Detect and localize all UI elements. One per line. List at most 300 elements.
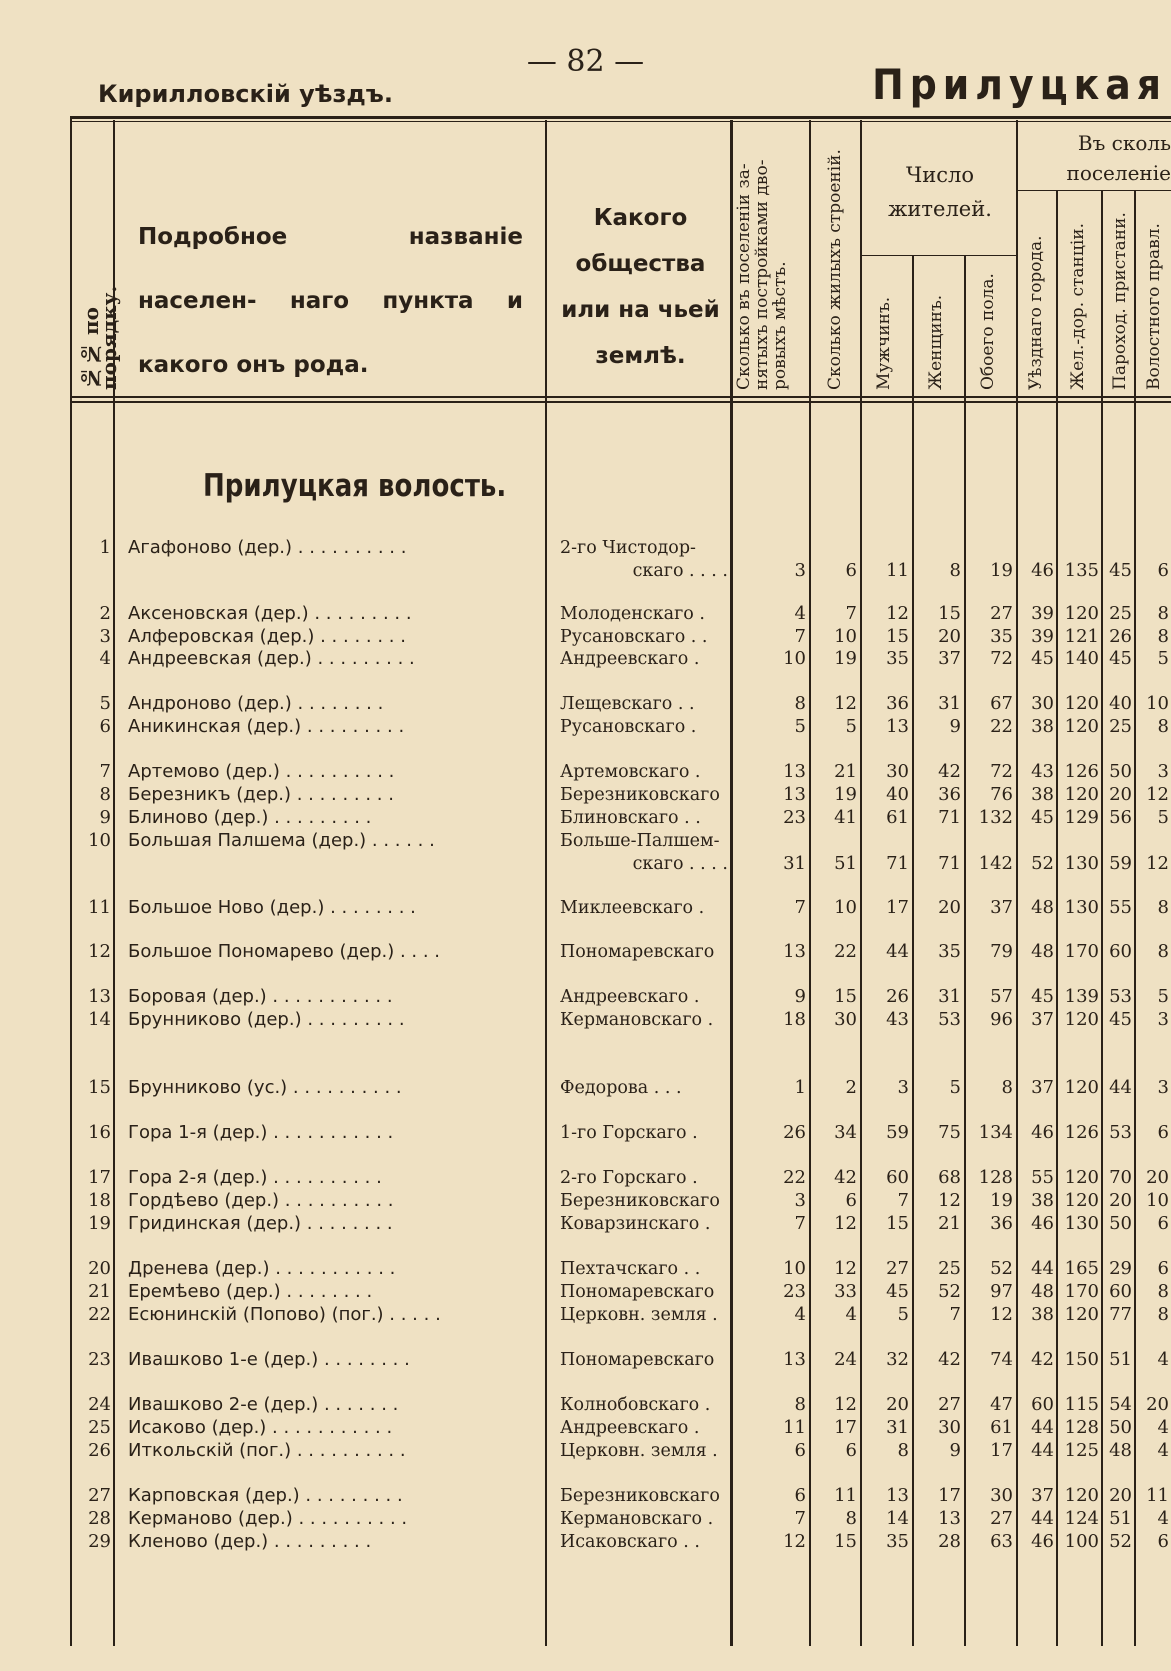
cell-pier: 25 bbox=[1109, 716, 1132, 737]
society-name: Андреевскаго . bbox=[560, 649, 700, 669]
cell-total: 22 bbox=[990, 716, 1013, 737]
cell-town: 44 bbox=[1031, 1508, 1054, 1529]
cell-rail: 100 bbox=[1064, 1531, 1099, 1552]
cell-total: 97 bbox=[990, 1281, 1013, 1302]
table-left-border bbox=[70, 116, 72, 1646]
cell-total: 35 bbox=[990, 626, 1013, 647]
cell-rail: 129 bbox=[1064, 807, 1099, 828]
cell-men: 60 bbox=[886, 1167, 909, 1188]
cell-yards: 23 bbox=[783, 1281, 806, 1302]
cell-total: 134 bbox=[978, 1122, 1013, 1143]
cell-rail: 130 bbox=[1064, 853, 1099, 874]
cell-rail: 128 bbox=[1064, 1417, 1099, 1438]
cell-pier: 54 bbox=[1109, 1394, 1132, 1415]
society-name: Пономаревскаго bbox=[560, 1350, 715, 1370]
cell-women: 28 bbox=[938, 1531, 961, 1552]
cell-vol: 4 bbox=[1157, 1440, 1169, 1461]
cell-total: 30 bbox=[990, 1485, 1013, 1506]
cell-pier: 45 bbox=[1109, 560, 1132, 581]
row-number: 4 bbox=[99, 648, 111, 669]
cell-vol: 8 bbox=[1157, 897, 1169, 918]
cell-vol: 8 bbox=[1157, 716, 1169, 737]
cell-women: 7 bbox=[949, 1304, 961, 1325]
row-number: 8 bbox=[99, 784, 111, 805]
cell-vol: 5 bbox=[1157, 648, 1169, 669]
cell-town: 38 bbox=[1031, 1190, 1054, 1211]
cell-pier: 25 bbox=[1109, 603, 1132, 624]
cell-vol: 5 bbox=[1157, 807, 1169, 828]
cell-total: 61 bbox=[990, 1417, 1013, 1438]
settlement-name: Гора 1-я (дер.) . . . . . . . . . . . bbox=[128, 1122, 394, 1143]
society-name: Церковн. земля . bbox=[560, 1441, 718, 1461]
col-header-yards: Сколько въ поселеніи за- нятыхъ постройками дво- ровыхъ мѣстъ. bbox=[734, 159, 790, 390]
settlement-name: Брунниково (дер.) . . . . . . . . . bbox=[128, 1009, 405, 1030]
cell-men: 3 bbox=[897, 1077, 909, 1098]
society-name: Церковн. земля . bbox=[560, 1305, 718, 1325]
cell-men: 20 bbox=[886, 1394, 909, 1415]
col-header-buildings: Сколько жилыхъ строеній. bbox=[825, 149, 845, 390]
cell-total: 27 bbox=[990, 603, 1013, 624]
row-number: 13 bbox=[88, 986, 111, 1007]
col-header-women: Женщинъ. bbox=[926, 294, 946, 390]
cell-men: 11 bbox=[886, 560, 909, 581]
cell-men: 35 bbox=[886, 648, 909, 669]
settlement-name: Березникъ (дер.) . . . . . . . . . bbox=[128, 784, 394, 805]
society-name: Русановскаго . bbox=[560, 717, 697, 737]
cell-town: 37 bbox=[1031, 1009, 1054, 1030]
top-rule-thin bbox=[70, 121, 1171, 122]
row-number: 7 bbox=[99, 761, 111, 782]
cell-pier: 45 bbox=[1109, 1009, 1132, 1030]
cell-town: 39 bbox=[1031, 603, 1054, 624]
cell-bld: 17 bbox=[834, 1417, 857, 1438]
settlement-name: Большое Ново (дер.) . . . . . . . . bbox=[128, 897, 416, 918]
cell-pier: 50 bbox=[1109, 761, 1132, 782]
cell-bld: 15 bbox=[834, 986, 857, 1007]
cell-bld: 30 bbox=[834, 1009, 857, 1030]
settlement-name: Андреевская (дер.) . . . . . . . . . bbox=[128, 648, 415, 669]
page-number: — 82 — bbox=[526, 44, 645, 79]
row-number: 12 bbox=[88, 941, 111, 962]
cell-men: 40 bbox=[886, 784, 909, 805]
cell-bld: 34 bbox=[834, 1122, 857, 1143]
cell-women: 75 bbox=[938, 1122, 961, 1143]
cell-town: 48 bbox=[1031, 897, 1054, 918]
row-number: 25 bbox=[88, 1417, 111, 1438]
cell-bld: 33 bbox=[834, 1281, 857, 1302]
cell-pier: 20 bbox=[1109, 784, 1132, 805]
cell-total: 67 bbox=[990, 693, 1013, 714]
cell-town: 46 bbox=[1031, 560, 1054, 581]
cell-total: 36 bbox=[990, 1213, 1013, 1234]
cell-town: 37 bbox=[1031, 1485, 1054, 1506]
cell-rail: 120 bbox=[1064, 1009, 1099, 1030]
row-number: 16 bbox=[88, 1122, 111, 1143]
cell-pier: 48 bbox=[1109, 1440, 1132, 1461]
cell-town: 44 bbox=[1031, 1440, 1054, 1461]
row-number: 24 bbox=[88, 1394, 111, 1415]
cell-total: 76 bbox=[990, 784, 1013, 805]
cell-men: 36 bbox=[886, 693, 909, 714]
cell-vol: 8 bbox=[1157, 603, 1169, 624]
col-divider-yards bbox=[730, 120, 733, 1646]
cell-men: 61 bbox=[886, 807, 909, 828]
cell-rail: 120 bbox=[1064, 1304, 1099, 1325]
cell-yards: 5 bbox=[794, 716, 806, 737]
cell-men: 43 bbox=[886, 1009, 909, 1030]
cell-total: 37 bbox=[990, 897, 1013, 918]
cell-men: 35 bbox=[886, 1531, 909, 1552]
cell-total: 52 bbox=[990, 1258, 1013, 1279]
cell-bld: 8 bbox=[845, 1508, 857, 1529]
cell-yards: 7 bbox=[794, 1213, 806, 1234]
cell-rail: 120 bbox=[1064, 1190, 1099, 1211]
cell-rail: 150 bbox=[1064, 1349, 1099, 1370]
col-header-total: Обоего пола. bbox=[978, 273, 998, 390]
cell-total: 128 bbox=[978, 1167, 1013, 1188]
cell-town: 30 bbox=[1031, 693, 1054, 714]
cell-vol: 3 bbox=[1157, 1077, 1169, 1098]
residents-subrule bbox=[860, 255, 1016, 256]
cell-town: 52 bbox=[1031, 853, 1054, 874]
cell-men: 45 bbox=[886, 1281, 909, 1302]
row-number: 23 bbox=[88, 1349, 111, 1370]
cell-yards: 26 bbox=[783, 1122, 806, 1143]
cell-yards: 10 bbox=[783, 648, 806, 669]
cell-town: 60 bbox=[1031, 1394, 1054, 1415]
cell-women: 53 bbox=[938, 1009, 961, 1030]
cell-vol: 10 bbox=[1146, 693, 1169, 714]
cell-rail: 120 bbox=[1064, 693, 1099, 714]
cell-rail: 120 bbox=[1064, 716, 1099, 737]
cell-vol: 12 bbox=[1146, 853, 1169, 874]
cell-rail: 124 bbox=[1064, 1508, 1099, 1529]
row-number: 9 bbox=[99, 807, 111, 828]
cell-bld: 19 bbox=[834, 784, 857, 805]
cell-women: 12 bbox=[938, 1190, 961, 1211]
cell-vol: 6 bbox=[1157, 1213, 1169, 1234]
row-number: 19 bbox=[88, 1213, 111, 1234]
society-name: Русановскаго . . bbox=[560, 627, 708, 647]
cell-total: 17 bbox=[990, 1440, 1013, 1461]
cell-men: 71 bbox=[886, 853, 909, 874]
settlement-name: Гордѣево (дер.) . . . . . . . . . . bbox=[128, 1190, 394, 1211]
cell-pier: 20 bbox=[1109, 1190, 1132, 1211]
cell-bld: 10 bbox=[834, 626, 857, 647]
col-header-volost: Волостного правл. bbox=[1144, 223, 1164, 390]
cell-women: 68 bbox=[938, 1167, 961, 1188]
cell-bld: 24 bbox=[834, 1349, 857, 1370]
cell-women: 35 bbox=[938, 941, 961, 962]
society-name: 2-го Горскаго . bbox=[560, 1168, 698, 1188]
cell-total: 79 bbox=[990, 941, 1013, 962]
col-header-town: Уѣзднаго города. bbox=[1026, 235, 1046, 390]
cell-yards: 4 bbox=[794, 1304, 806, 1325]
cell-vol: 5 bbox=[1157, 986, 1169, 1007]
cell-pier: 52 bbox=[1109, 1531, 1132, 1552]
row-number: 14 bbox=[88, 1009, 111, 1030]
settlement-name: Еремѣево (дер.) . . . . . . . . bbox=[128, 1281, 373, 1302]
cell-bld: 51 bbox=[834, 853, 857, 874]
society-name: Березниковскаго bbox=[560, 1191, 720, 1211]
cell-town: 37 bbox=[1031, 1077, 1054, 1098]
cell-town: 46 bbox=[1031, 1531, 1054, 1552]
cell-vol: 20 bbox=[1146, 1394, 1169, 1415]
cell-vol: 6 bbox=[1157, 1531, 1169, 1552]
cell-women: 37 bbox=[938, 648, 961, 669]
cell-rail: 135 bbox=[1064, 560, 1099, 581]
row-number: 6 bbox=[99, 716, 111, 737]
settlement-name: Гора 2-я (дер.) . . . . . . . . . . bbox=[128, 1167, 382, 1188]
settlement-name: Есюнинскій (Попово) (пог.) . . . . . bbox=[128, 1304, 441, 1325]
society-name-cont: скаго . . . . bbox=[632, 561, 728, 581]
cell-total: 74 bbox=[990, 1349, 1013, 1370]
settlement-name: Исаково (дер.) . . . . . . . . . . . bbox=[128, 1417, 393, 1438]
cell-yards: 13 bbox=[783, 761, 806, 782]
col-header-name: Подробное названіе населен- наго пункта и какого онъ рода. bbox=[138, 224, 523, 378]
cell-town: 45 bbox=[1031, 986, 1054, 1007]
cell-men: 59 bbox=[886, 1122, 909, 1143]
cell-men: 8 bbox=[897, 1440, 909, 1461]
cell-pier: 56 bbox=[1109, 807, 1132, 828]
top-rule bbox=[70, 116, 1171, 119]
cell-vol: 8 bbox=[1157, 1304, 1169, 1325]
society-name: Больше-Палшем- bbox=[560, 831, 720, 851]
cell-women: 71 bbox=[938, 807, 961, 828]
cell-men: 15 bbox=[886, 626, 909, 647]
col-divider-society bbox=[545, 120, 547, 1646]
cell-vol: 8 bbox=[1157, 1281, 1169, 1302]
society-name: Молоденскаго . bbox=[560, 604, 705, 624]
cell-women: 31 bbox=[938, 693, 961, 714]
cell-pier: 26 bbox=[1109, 626, 1132, 647]
cell-women: 8 bbox=[949, 560, 961, 581]
cell-total: 132 bbox=[978, 807, 1013, 828]
cell-vol: 4 bbox=[1157, 1417, 1169, 1438]
cell-yards: 13 bbox=[783, 941, 806, 962]
cell-rail: 170 bbox=[1064, 941, 1099, 962]
cell-rail: 140 bbox=[1064, 648, 1099, 669]
cell-rail: 165 bbox=[1064, 1258, 1099, 1279]
settlement-name: Большое Пономарево (дер.) . . . . bbox=[128, 941, 441, 962]
settlement-name: Аникинская (дер.) . . . . . . . . . bbox=[128, 716, 405, 737]
cell-women: 15 bbox=[938, 603, 961, 624]
cell-town: 45 bbox=[1031, 648, 1054, 669]
society-name: Коварзинскаго . bbox=[560, 1214, 711, 1234]
cell-yards: 9 bbox=[794, 986, 806, 1007]
society-name: Березниковскаго bbox=[560, 1486, 720, 1506]
society-name: Кермановскаго . bbox=[560, 1010, 714, 1030]
cell-vol: 8 bbox=[1157, 941, 1169, 962]
col-header-society: Какого общества или на чьей землѣ. bbox=[561, 205, 720, 369]
cell-bld: 12 bbox=[834, 693, 857, 714]
cell-bld: 6 bbox=[845, 1440, 857, 1461]
cell-yards: 10 bbox=[783, 1258, 806, 1279]
cell-bld: 7 bbox=[845, 603, 857, 624]
col-header-pier: Пароход. пристани. bbox=[1110, 212, 1130, 390]
society-name: 2-го Чистодор- bbox=[560, 538, 696, 558]
header-bottom-rule-2 bbox=[70, 401, 1171, 403]
settlement-name: Андроново (дер.) . . . . . . . . bbox=[128, 693, 384, 714]
cell-town: 44 bbox=[1031, 1258, 1054, 1279]
cell-vol: 6 bbox=[1157, 560, 1169, 581]
cell-bld: 4 bbox=[845, 1304, 857, 1325]
cell-men: 5 bbox=[897, 1304, 909, 1325]
volost-title-header: Прилуцкая bbox=[872, 60, 1167, 109]
settlement-name: Артемово (дер.) . . . . . . . . . . bbox=[128, 761, 395, 782]
cell-pier: 55 bbox=[1109, 897, 1132, 918]
cell-men: 32 bbox=[886, 1349, 909, 1370]
cell-total: 19 bbox=[990, 560, 1013, 581]
cell-rail: 120 bbox=[1064, 1167, 1099, 1188]
society-name: Артемовскаго . bbox=[560, 762, 701, 782]
society-name: Андреевскаго . bbox=[560, 1418, 700, 1438]
cell-rail: 139 bbox=[1064, 986, 1099, 1007]
cell-women: 25 bbox=[938, 1258, 961, 1279]
settlement-name: Керманово (дер.) . . . . . . . . . . bbox=[128, 1508, 408, 1529]
cell-bld: 5 bbox=[845, 716, 857, 737]
cell-rail: 170 bbox=[1064, 1281, 1099, 1302]
cell-rail: 130 bbox=[1064, 1213, 1099, 1234]
cell-rail: 120 bbox=[1064, 603, 1099, 624]
society-name: Березниковскаго bbox=[560, 785, 720, 805]
row-number: 10 bbox=[88, 830, 111, 851]
cell-pier: 50 bbox=[1109, 1417, 1132, 1438]
cell-bld: 11 bbox=[834, 1485, 857, 1506]
settlement-name: Боровая (дер.) . . . . . . . . . . . bbox=[128, 986, 393, 1007]
cell-total: 8 bbox=[1001, 1077, 1013, 1098]
cell-yards: 11 bbox=[783, 1417, 806, 1438]
cell-rail: 130 bbox=[1064, 897, 1099, 918]
cell-pier: 77 bbox=[1109, 1304, 1132, 1325]
cell-pier: 51 bbox=[1109, 1349, 1132, 1370]
cell-yards: 31 bbox=[783, 853, 806, 874]
row-number: 18 bbox=[88, 1190, 111, 1211]
cell-bld: 6 bbox=[845, 1190, 857, 1211]
cell-men: 7 bbox=[897, 1190, 909, 1211]
cell-rail: 126 bbox=[1064, 1122, 1099, 1143]
cell-women: 71 bbox=[938, 853, 961, 874]
cell-pier: 51 bbox=[1109, 1508, 1132, 1529]
cell-women: 20 bbox=[938, 626, 961, 647]
cell-yards: 13 bbox=[783, 1349, 806, 1370]
cell-women: 52 bbox=[938, 1281, 961, 1302]
cell-yards: 22 bbox=[783, 1167, 806, 1188]
cell-total: 72 bbox=[990, 648, 1013, 669]
distance-subrule bbox=[1016, 190, 1171, 191]
cell-pier: 53 bbox=[1109, 986, 1132, 1007]
society-name: Миклеевскаго . bbox=[560, 898, 705, 918]
cell-bld: 42 bbox=[834, 1167, 857, 1188]
cell-yards: 12 bbox=[783, 1531, 806, 1552]
cell-total: 57 bbox=[990, 986, 1013, 1007]
cell-bld: 12 bbox=[834, 1394, 857, 1415]
society-name: Пономаревскаго bbox=[560, 942, 715, 962]
cell-vol: 4 bbox=[1157, 1349, 1169, 1370]
cell-pier: 60 bbox=[1109, 1281, 1132, 1302]
cell-yards: 1 bbox=[794, 1077, 806, 1098]
cell-rail: 120 bbox=[1064, 1077, 1099, 1098]
cell-pier: 45 bbox=[1109, 648, 1132, 669]
cell-town: 42 bbox=[1031, 1349, 1054, 1370]
society-name: Исаковскаго . . bbox=[560, 1532, 700, 1552]
cell-bld: 21 bbox=[834, 761, 857, 782]
settlement-name: Большая Палшема (дер.) . . . . . . bbox=[128, 830, 435, 851]
settlement-name: Блиново (дер.) . . . . . . . . . bbox=[128, 807, 372, 828]
cell-yards: 6 bbox=[794, 1485, 806, 1506]
cell-women: 36 bbox=[938, 784, 961, 805]
cell-men: 31 bbox=[886, 1417, 909, 1438]
settlement-name: Иткольскій (пог.) . . . . . . . . . . bbox=[128, 1440, 406, 1461]
cell-pier: 70 bbox=[1109, 1167, 1132, 1188]
society-name: Блиновскаго . . bbox=[560, 808, 701, 828]
cell-women: 20 bbox=[938, 897, 961, 918]
settlement-name: Дренева (дер.) . . . . . . . . . . . bbox=[128, 1258, 396, 1279]
cell-vol: 3 bbox=[1157, 761, 1169, 782]
cell-bld: 15 bbox=[834, 1531, 857, 1552]
cell-women: 31 bbox=[938, 986, 961, 1007]
cell-town: 48 bbox=[1031, 1281, 1054, 1302]
cell-men: 14 bbox=[886, 1508, 909, 1529]
cell-bld: 2 bbox=[845, 1077, 857, 1098]
row-number: 29 bbox=[88, 1531, 111, 1552]
row-number: 15 bbox=[88, 1077, 111, 1098]
cell-town: 38 bbox=[1031, 784, 1054, 805]
society-name-cont: скаго . . . . bbox=[632, 854, 728, 874]
cell-yards: 3 bbox=[794, 1190, 806, 1211]
cell-men: 15 bbox=[886, 1213, 909, 1234]
col-header-num: №№ по порядку. bbox=[79, 285, 121, 390]
cell-town: 48 bbox=[1031, 941, 1054, 962]
cell-town: 46 bbox=[1031, 1122, 1054, 1143]
cell-pier: 53 bbox=[1109, 1122, 1132, 1143]
cell-town: 38 bbox=[1031, 716, 1054, 737]
cell-vol: 4 bbox=[1157, 1508, 1169, 1529]
cell-vol: 20 bbox=[1146, 1167, 1169, 1188]
cell-women: 13 bbox=[938, 1508, 961, 1529]
settlement-name: Брунниково (ус.) . . . . . . . . . . bbox=[128, 1077, 402, 1098]
cell-total: 27 bbox=[990, 1508, 1013, 1529]
cell-yards: 18 bbox=[783, 1009, 806, 1030]
settlement-name: Карповская (дер.) . . . . . . . . . bbox=[128, 1485, 403, 1506]
cell-yards: 7 bbox=[794, 626, 806, 647]
cell-vol: 12 bbox=[1146, 784, 1169, 805]
row-number: 11 bbox=[88, 897, 111, 918]
cell-vol: 3 bbox=[1157, 1009, 1169, 1030]
cell-yards: 3 bbox=[794, 560, 806, 581]
cell-bld: 41 bbox=[834, 807, 857, 828]
cell-rail: 120 bbox=[1064, 784, 1099, 805]
society-name: Пехтачскаго . . bbox=[560, 1259, 701, 1279]
society-name: Андреевскаго . bbox=[560, 987, 700, 1007]
settlement-name: Аксеновская (дер.) . . . . . . . . . bbox=[128, 603, 412, 624]
settlement-name: Гридинская (дер.) . . . . . . . . bbox=[128, 1213, 393, 1234]
cell-bld: 22 bbox=[834, 941, 857, 962]
cell-bld: 12 bbox=[834, 1213, 857, 1234]
cell-pier: 40 bbox=[1109, 693, 1132, 714]
cell-town: 46 bbox=[1031, 1213, 1054, 1234]
cell-women: 9 bbox=[949, 716, 961, 737]
cell-pier: 60 bbox=[1109, 941, 1132, 962]
society-name: Кермановскаго . bbox=[560, 1509, 714, 1529]
cell-men: 26 bbox=[886, 986, 909, 1007]
cell-pier: 44 bbox=[1109, 1077, 1132, 1098]
cell-men: 17 bbox=[886, 897, 909, 918]
cell-vol: 10 bbox=[1146, 1190, 1169, 1211]
settlement-name: Агафоново (дер.) . . . . . . . . . . bbox=[128, 537, 407, 558]
cell-yards: 7 bbox=[794, 1508, 806, 1529]
cell-yards: 23 bbox=[783, 807, 806, 828]
